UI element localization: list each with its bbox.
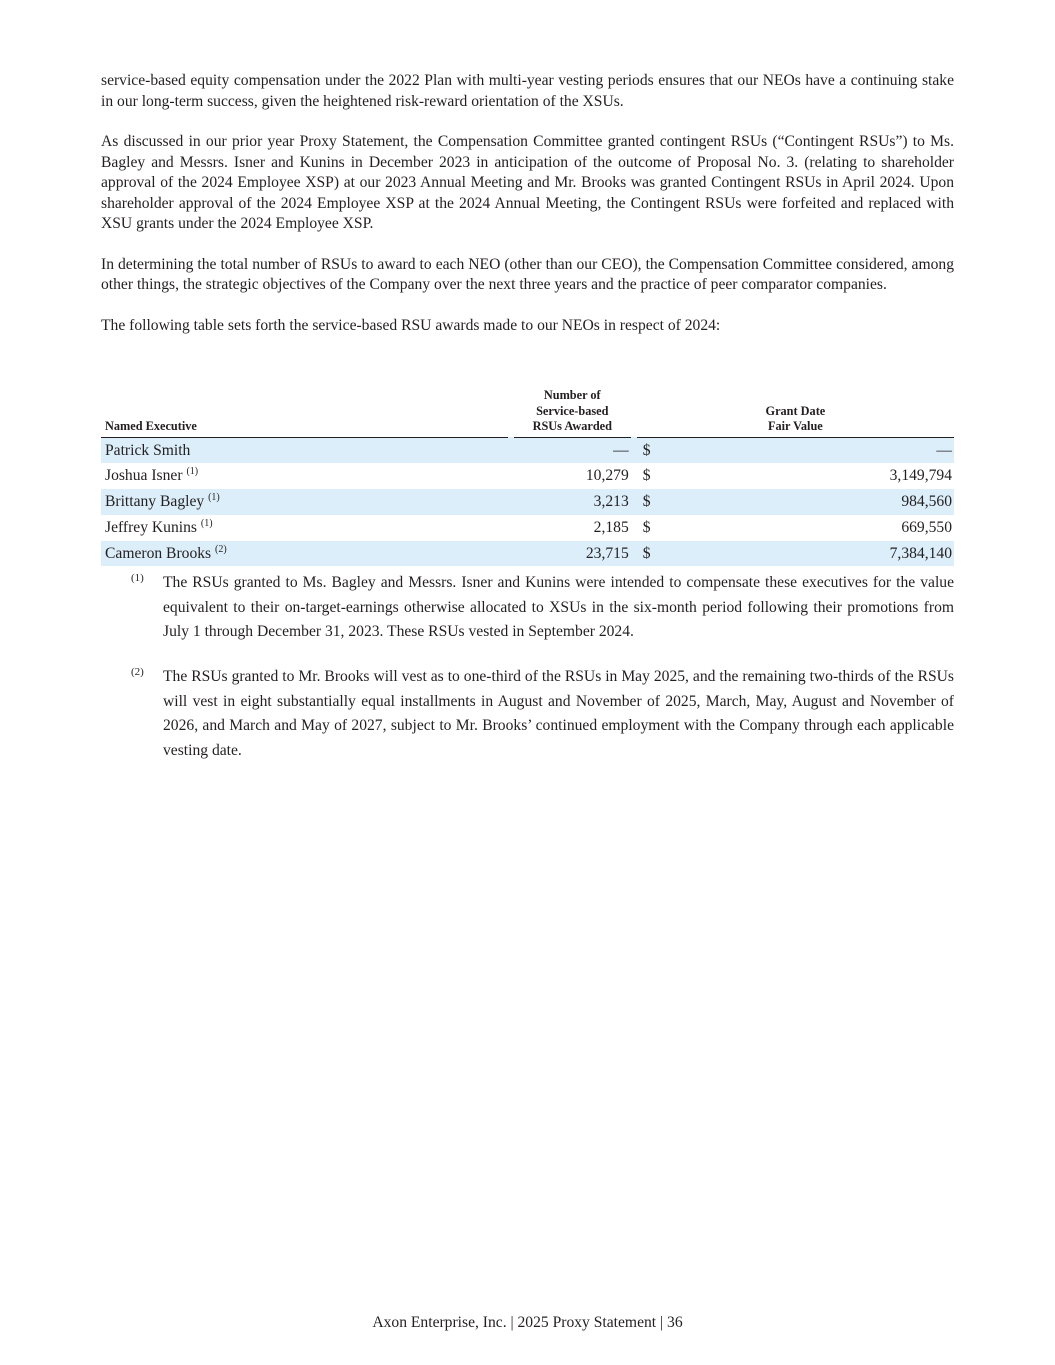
table-row [101,489,954,515]
executive-name: Brittany Bagley $^{(1)}$ [101,489,508,515]
executive-name: Cameron Brooks $^{(2)}$ [101,541,508,567]
fair-value: 984,560 [663,489,954,515]
rsus-awarded: 10,279 [585,467,629,485]
table-row [101,463,954,489]
dollar-sign: $ [642,518,651,536]
rsus-awarded: 2,185 [593,518,629,536]
footnote-2 [131,665,954,763]
footnote-ref: (1) [208,492,220,504]
paragraph-3: In determining the total number of RSUs to award to each NEO (other than our CEO), the Compensation Committee considered, among other things, the strategic objectives of the Company over the next three years and the practice of peer comparator companies. [101,255,954,293]
table-row [101,437,954,463]
executive-name: Jeffrey Kunins $^{(1)}$ [105,517,213,536]
rsus-awarded: 23,715 [514,541,631,567]
table-header-row [101,388,954,437]
footnote-ref: (2) [215,543,227,555]
executive-name: Joshua Isner $^{(1)}$ [105,466,199,485]
footnote-ref: (1) [200,517,213,529]
rsu-awards-table [101,388,954,566]
body-text [101,71,954,336]
paragraph-1: service-based equity compensation under the 2022 Plan with multi-year vesting periods ensures that our NEOs have a continuing stake in our long-term success, given the heightened risk-reward orientation of the XSUs. [101,72,954,110]
page-footer: Axon Enterprise, Inc. | 2025 Proxy Statement | 36 [372,1314,683,1331]
header-rsus-awarded: Number of Service-based RSUs Awarded [514,388,631,437]
dollar-sign: $ [637,437,663,463]
fair-value: — [663,437,954,463]
table-row [101,541,954,567]
executive-name: Patrick Smith [101,437,508,463]
footnote-text: The RSUs granted to Mr. Brooks will vest as to one-third of the RSUs in May 2025, and the remaining two-thirds of the RSUs will vest in eight substantially equal installments in August and November of 2025, March, May, August and November of 2026, and March and May of 2027, subject to Mr. Brooks’ continued employment with the Company through each applicable vesting date. [163,668,954,759]
header-grant-date-fair-value: Grant Date Fair Value [637,388,954,437]
fair-value: 669,550 [901,518,952,536]
footnote-1 [131,571,954,645]
footnote-mark: (2) [131,666,144,678]
rsus-awarded: 3,213 [514,489,631,515]
dollar-sign: $ [637,541,663,567]
footnote-ref: (1) [186,466,199,478]
paragraph-4: The following table sets forth the service-based RSU awards made to our NEOs in respect of 2024: [101,316,721,334]
dollar-sign: $ [642,467,651,485]
paragraph-2: As discussed in our prior year Proxy Statement, the Compensation Committee granted contingent RSUs (“Contingent RSUs”) to Ms. Bagley and Messrs. Isner and Kunins in December 2023 in anticipation of the outcome of Proposal No. 3. (relating to shareholder approval of the 2024 Employee XSP) at our 2023 Annual Meeting and Mr. Brooks was granted Contingent RSUs in April 2024. Upon shareholder approval of the 2024 Employee XSP at the 2024 Annual Meeting, the Contingent RSUs were forfeited and replaced with XSU grants under the 2024 Employee XSP. [101,133,954,232]
footnote-text: The RSUs granted to Ms. Bagley and Messrs. Isner and Kunins were intended to compensate these executives for the value equivalent to their on-target-earnings otherwise allocated to XSUs in the six-month period following their promotions from July 1 through December 31, 2023. These RSUs vested in September 2024. [163,574,954,640]
fair-value: 7,384,140 [663,541,954,567]
header-named-executive: Named Executive [101,388,508,437]
dollar-sign: $ [637,489,663,515]
table-row [101,515,954,541]
rsus-awarded: — [514,437,631,463]
footnote-mark: (1) [131,572,144,584]
fair-value: 3,149,794 [889,467,952,485]
